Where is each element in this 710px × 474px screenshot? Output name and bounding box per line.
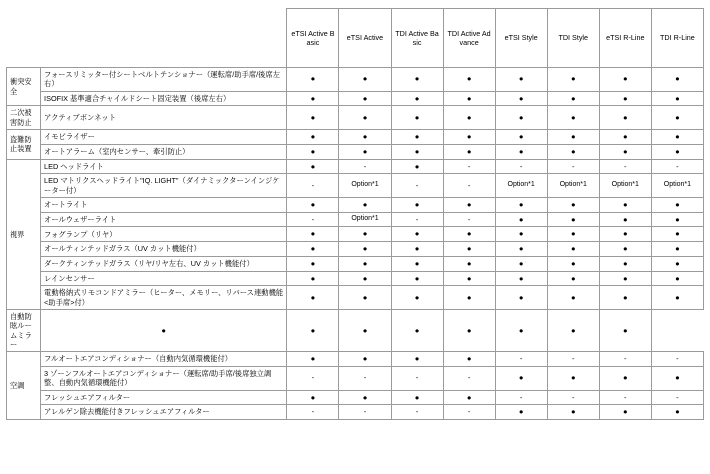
row-item-label: フォグランプ（リヤ） <box>41 227 287 242</box>
not-available-mark: - <box>311 407 315 417</box>
availability-cell <box>287 405 339 420</box>
availability-cell: ● <box>651 130 703 145</box>
availability-cell: ● <box>443 352 495 367</box>
availability-cell <box>443 366 495 390</box>
row-category-label: 盗難防止装置 <box>7 130 41 159</box>
availability-cell: ● <box>391 256 443 271</box>
availability-cell: ● <box>287 390 339 405</box>
not-available-mark: - <box>467 407 471 417</box>
availability-cell: ● <box>547 271 599 286</box>
availability-cell: ● <box>443 390 495 405</box>
availability-cell: ● <box>651 197 703 212</box>
availability-cell: ● <box>495 256 547 271</box>
availability-cell: ● <box>391 242 443 257</box>
row-item-label: 自動防眩ルームミラー <box>7 309 41 351</box>
not-available-mark: - <box>467 180 471 190</box>
availability-cell <box>599 390 651 405</box>
not-available-mark: - <box>624 354 627 364</box>
availability-cell: ● <box>339 390 391 405</box>
availability-cell: ● <box>547 68 599 92</box>
row-category-label: 視界 <box>7 159 41 309</box>
availability-cell: ● <box>599 286 651 310</box>
availability-cell: ● <box>339 227 391 242</box>
table-row <box>7 352 704 367</box>
row-item-label: オールティンテッドガラス（UV カット機能付） <box>41 242 287 257</box>
availability-cell <box>547 159 599 174</box>
availability-cell: ● <box>547 286 599 310</box>
availability-cell: ● <box>443 144 495 159</box>
availability-cell: ● <box>443 286 495 310</box>
table-row <box>7 271 704 286</box>
availability-cell: ● <box>391 159 443 174</box>
availability-cell <box>495 390 547 405</box>
availability-cell: ● <box>651 91 703 106</box>
availability-cell: ● <box>391 352 443 367</box>
row-item-label: フレッシュエアフィルター <box>41 390 287 405</box>
availability-cell: ● <box>339 352 391 367</box>
availability-cell: ● <box>495 366 547 390</box>
availability-cell <box>391 174 443 198</box>
availability-cell <box>651 352 703 367</box>
not-available-mark: - <box>415 407 419 417</box>
availability-cell: ● <box>287 227 339 242</box>
not-available-mark: - <box>519 392 523 402</box>
availability-cell <box>287 366 339 390</box>
availability-cell: ● <box>287 159 339 174</box>
availability-cell: ● <box>495 130 547 145</box>
grade-label: TDI R-Line <box>660 33 695 43</box>
availability-cell: ● <box>599 144 651 159</box>
availability-cell: ● <box>495 144 547 159</box>
table-row <box>7 309 704 351</box>
availability-cell <box>391 212 443 227</box>
row-item-label: オートアラーム（室内センサー、牽引防止） <box>41 144 287 159</box>
availability-cell: ● <box>651 366 703 390</box>
not-available-mark: - <box>676 161 679 171</box>
table-row <box>7 91 704 106</box>
not-available-mark: - <box>571 354 575 364</box>
not-available-mark: - <box>571 161 575 171</box>
column-header-grade-5 <box>495 9 547 68</box>
availability-cell: ● <box>495 309 547 351</box>
availability-cell: ● <box>339 256 391 271</box>
not-available-mark: - <box>415 373 419 383</box>
availability-cell: ● <box>339 242 391 257</box>
not-available-mark: - <box>415 214 419 224</box>
availability-cell: ● <box>287 286 339 310</box>
availability-cell: ● <box>391 91 443 106</box>
availability-cell: ● <box>599 366 651 390</box>
availability-cell <box>651 390 703 405</box>
availability-cell: ● <box>599 227 651 242</box>
availability-cell: ● <box>287 352 339 367</box>
grade-label: eTSI Style <box>504 33 538 43</box>
availability-cell: ● <box>391 309 443 351</box>
availability-cell: ● <box>495 242 547 257</box>
availability-cell: ● <box>287 144 339 159</box>
availability-cell: Option*1 <box>599 174 651 198</box>
availability-cell <box>339 159 391 174</box>
availability-cell: ● <box>391 271 443 286</box>
availability-cell: ● <box>287 68 339 92</box>
not-available-mark: - <box>519 161 523 171</box>
availability-cell: ● <box>651 256 703 271</box>
availability-cell: ● <box>547 91 599 106</box>
table-row <box>7 242 704 257</box>
availability-cell: ● <box>599 68 651 92</box>
availability-cell: ● <box>391 390 443 405</box>
availability-cell: ● <box>651 227 703 242</box>
availability-cell: ● <box>443 68 495 92</box>
availability-cell: ● <box>443 271 495 286</box>
table-row <box>7 174 704 198</box>
availability-cell <box>547 390 599 405</box>
availability-cell: ● <box>547 197 599 212</box>
availability-cell: ● <box>547 130 599 145</box>
availability-cell: ● <box>599 271 651 286</box>
row-category-label: 空調 <box>7 352 41 420</box>
row-category-label: 衝突安全 <box>7 68 41 106</box>
availability-cell: ● <box>339 130 391 145</box>
availability-cell: Option*1 <box>339 212 391 227</box>
column-header-grade-1 <box>287 9 339 68</box>
row-item-label: 3 ゾーンフルオートエアコンディショナー（運転席/助手席/後席独立調整、自動内気循環機能付） <box>41 366 287 390</box>
availability-cell: ● <box>391 68 443 92</box>
table-row <box>7 366 704 390</box>
availability-cell: ● <box>495 405 547 420</box>
availability-cell: ● <box>287 256 339 271</box>
availability-cell: ● <box>339 68 391 92</box>
not-available-mark: - <box>676 392 679 402</box>
availability-cell: Option*1 <box>339 174 391 198</box>
availability-cell: ● <box>547 256 599 271</box>
column-header-grade-8 <box>651 9 703 68</box>
grade-label: eTSI R-Line <box>606 33 645 43</box>
not-available-mark: - <box>519 354 523 364</box>
availability-cell: ● <box>443 242 495 257</box>
availability-cell <box>443 212 495 227</box>
availability-cell <box>443 174 495 198</box>
table-row <box>7 68 704 92</box>
availability-cell: ● <box>339 197 391 212</box>
table-row <box>7 144 704 159</box>
header-category-corner <box>7 9 41 68</box>
availability-cell <box>599 352 651 367</box>
table-row <box>7 256 704 271</box>
row-item-label: レインセンサー <box>41 271 287 286</box>
availability-cell: ● <box>443 197 495 212</box>
availability-cell: ● <box>547 242 599 257</box>
availability-cell: ● <box>391 227 443 242</box>
table-row <box>7 159 704 174</box>
availability-cell: ● <box>599 91 651 106</box>
availability-cell: ● <box>547 366 599 390</box>
availability-cell <box>391 405 443 420</box>
availability-cell <box>599 159 651 174</box>
availability-cell: ● <box>495 286 547 310</box>
grade-label: TDI Active Basic <box>395 28 439 47</box>
availability-cell: ● <box>287 271 339 286</box>
not-available-mark: - <box>624 161 627 171</box>
availability-cell: ● <box>599 197 651 212</box>
availability-cell: ● <box>391 197 443 212</box>
availability-cell <box>339 405 391 420</box>
availability-cell: ● <box>651 286 703 310</box>
not-available-mark: - <box>311 180 315 190</box>
availability-cell: ● <box>547 405 599 420</box>
availability-cell: Option*1 <box>651 174 703 198</box>
availability-cell: ● <box>495 68 547 92</box>
table-row <box>7 197 704 212</box>
row-item-label: イモビライザー <box>41 130 287 145</box>
row-category-label: 二次被害防止 <box>7 106 41 130</box>
not-available-mark: - <box>363 407 367 417</box>
availability-cell: ● <box>599 309 651 351</box>
availability-cell: ● <box>599 242 651 257</box>
availability-cell: ● <box>287 197 339 212</box>
availability-cell <box>443 405 495 420</box>
availability-cell: ● <box>495 212 547 227</box>
availability-cell <box>495 159 547 174</box>
availability-cell: ● <box>547 309 599 351</box>
availability-cell: ● <box>443 227 495 242</box>
availability-cell <box>443 159 495 174</box>
availability-cell: ● <box>339 91 391 106</box>
availability-cell: ● <box>391 106 443 130</box>
availability-cell: ● <box>599 212 651 227</box>
grade-label: eTSI Active Basic <box>291 28 335 47</box>
header-row <box>7 9 704 68</box>
not-available-mark: - <box>624 392 627 402</box>
availability-cell: ● <box>287 309 339 351</box>
availability-cell: ● <box>547 144 599 159</box>
availability-cell: Option*1 <box>547 174 599 198</box>
column-header-grade-7 <box>599 9 651 68</box>
not-available-mark: - <box>363 161 367 171</box>
table-row <box>7 212 704 227</box>
availability-cell: ● <box>443 309 495 351</box>
table-row <box>7 130 704 145</box>
table-row <box>7 390 704 405</box>
table-row <box>7 286 704 310</box>
table-row <box>7 227 704 242</box>
availability-cell: ● <box>599 106 651 130</box>
row-item-label: フォースリミッター付シートベルトテンショナー（運転席/助手席/後席左右） <box>41 68 287 92</box>
row-item-label: オートライト <box>41 197 287 212</box>
availability-cell: ● <box>443 130 495 145</box>
column-header-grade-3 <box>391 9 443 68</box>
grade-label: eTSI Active <box>346 33 384 43</box>
availability-cell: ● <box>495 227 547 242</box>
row-item-label: フルオートエアコンディショナー（自動内気循環機能付） <box>41 352 287 367</box>
availability-cell: ● <box>391 286 443 310</box>
column-header-grade-6 <box>547 9 599 68</box>
row-item-label: アクティブボンネット <box>41 106 287 130</box>
availability-cell: ● <box>599 256 651 271</box>
availability-cell <box>287 212 339 227</box>
availability-cell: ● <box>547 106 599 130</box>
row-item-label: オールウェザーライト <box>41 212 287 227</box>
availability-cell: ● <box>599 130 651 145</box>
availability-cell <box>651 159 703 174</box>
availability-cell: ● <box>287 130 339 145</box>
not-available-mark: - <box>571 392 575 402</box>
not-available-mark: - <box>311 214 315 224</box>
availability-cell: ● <box>651 212 703 227</box>
availability-cell: ● <box>547 227 599 242</box>
row-item-label: LED ヘッドライト <box>41 159 287 174</box>
row-item-label: LED マトリクスヘッドライト"IQ. LIGHT"（ダイナミックターンインジケーター付） <box>41 174 287 198</box>
availability-cell: ● <box>651 242 703 257</box>
availability-cell: ● <box>599 405 651 420</box>
availability-cell: ● <box>339 309 391 351</box>
availability-cell: ● <box>651 144 703 159</box>
availability-cell: ● <box>443 106 495 130</box>
availability-cell: ● <box>443 91 495 106</box>
not-available-mark: - <box>467 161 471 171</box>
availability-cell: ● <box>495 271 547 286</box>
grade-label: TDI Active Advance <box>447 28 491 47</box>
grade-label: TDI Style <box>558 33 589 43</box>
availability-cell: ● <box>495 197 547 212</box>
equipment-spec-table <box>6 8 704 420</box>
availability-cell: ● <box>651 271 703 286</box>
availability-cell: ● <box>339 286 391 310</box>
availability-cell <box>339 366 391 390</box>
availability-cell: ● <box>287 91 339 106</box>
availability-cell <box>547 352 599 367</box>
not-available-mark: - <box>467 214 471 224</box>
not-available-mark: - <box>415 180 419 190</box>
row-item-label: アレルゲン除去機能付きフレッシュエアフィルター <box>41 405 287 420</box>
availability-cell <box>495 352 547 367</box>
row-item-label: ダークティンテッドガラス（リヤ/リヤ左右、UV カット機能付） <box>41 256 287 271</box>
availability-cell: ● <box>287 106 339 130</box>
table-row <box>7 405 704 420</box>
column-header-grade-4 <box>443 9 495 68</box>
availability-cell <box>287 174 339 198</box>
availability-cell: ● <box>651 405 703 420</box>
table-row <box>7 106 704 130</box>
availability-cell: ● <box>495 106 547 130</box>
availability-cell: ● <box>495 91 547 106</box>
availability-cell <box>391 366 443 390</box>
table-body <box>7 68 704 420</box>
header-item-corner <box>41 9 287 68</box>
availability-cell: ● <box>547 212 599 227</box>
availability-cell: ● <box>339 144 391 159</box>
availability-cell: ● <box>287 242 339 257</box>
not-available-mark: - <box>363 373 367 383</box>
availability-cell: ● <box>651 106 703 130</box>
availability-cell: Option*1 <box>495 174 547 198</box>
availability-cell: ● <box>443 256 495 271</box>
not-available-mark: - <box>676 354 679 364</box>
not-available-mark: - <box>311 373 315 383</box>
table-header <box>7 9 704 68</box>
availability-cell: ● <box>391 144 443 159</box>
availability-cell: ● <box>651 68 703 92</box>
row-item-label: ISOFIX 基準適合チャイルドシート固定装置（後席左右） <box>41 91 287 106</box>
availability-cell: ● <box>339 106 391 130</box>
not-available-mark: - <box>467 373 471 383</box>
availability-cell: ● <box>391 130 443 145</box>
availability-cell: ● <box>41 309 287 351</box>
availability-cell: ● <box>339 271 391 286</box>
column-header-grade-2 <box>339 9 391 68</box>
row-item-label: 電動格納式リモコンドアミラー（ヒーター、メモリー、リバース連動機能<助手席>付） <box>41 286 287 310</box>
